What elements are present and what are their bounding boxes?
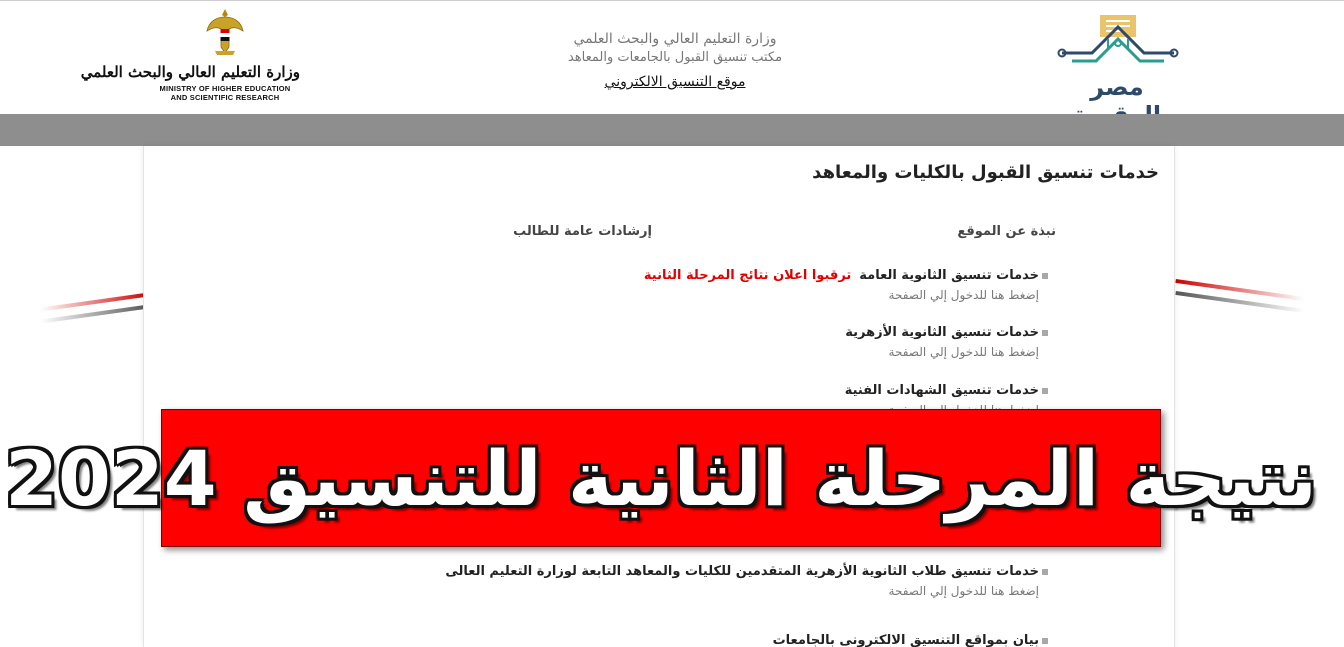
ministry-name-english [150,84,300,102]
service-label[interactable]: خدمات تنسيق طلاب الثانوية الأزهرية المتقدمين للكليات والمعاهد التابعة لوزارة التعليم العالى [445,564,1039,579]
service-label[interactable]: خدمات تنسيق الشهادات الفنية [844,383,1039,398]
digital-egypt-logo-icon [1052,9,1192,73]
bullet-icon [1042,388,1048,394]
services-panel [143,146,1175,647]
service-label[interactable]: خدمات تنسيق الثانوية العامة [859,268,1039,283]
nav-bar [0,114,1344,146]
site-header [0,0,1344,114]
header-office-title: مكتب تنسيق القبول بالجامعات والمعاهد [567,50,783,65]
bullet-icon [1042,569,1048,575]
service-row [644,267,1039,285]
results-banner [5,409,1317,547]
ministry-name-arabic: وزارة التعليم العالي والبحث العلمي [80,63,300,81]
panel-title: خدمات تنسيق القبول بالكليات والمعاهد [812,162,1159,183]
ministry-logo[interactable] [80,7,300,113]
tab-about-site[interactable]: نبذة عن الموقع [957,224,1056,239]
eagle-emblem-icon [205,7,245,57]
bullet-icon [1042,330,1048,336]
header-ministry-title: وزارة التعليم العالي والبحث العلمي [573,31,777,47]
banner-text: نتيجة المرحلة الثانية للتنسيق 2024 [5,433,1317,523]
list-item [773,632,1039,647]
header-titles [540,29,810,97]
service-label[interactable]: خدمات تنسيق الثانوية الأزهرية [845,325,1039,340]
bullet-icon [1042,638,1048,644]
tab-student-guidance[interactable]: إرشادات عامة للطالب [513,224,652,239]
service-link[interactable]: إضغط هنا للدخول إلي الصفحة [888,584,1039,598]
header-site-link[interactable]: موقع التنسيق الالكتروني [604,74,746,90]
service-note: ترقبوا اعلان نتائج المرحلة الثانية [643,268,852,283]
digital-egypt-logo-text: مصر [1090,73,1144,101]
list-item [445,563,1039,601]
bullet-icon [1042,273,1048,279]
ministry-en-line2: AND SCIENTIFIC RESEARCH [170,93,280,102]
list-item [644,267,1039,305]
list-item [845,324,1039,362]
digital-egypt-logo[interactable] [1052,9,1192,109]
service-link[interactable]: إضغط هنا للدخول إلي الصفحة [888,345,1039,359]
service-label[interactable]: بيان بمواقع التنسيق الالكترونى بالجامعات [772,633,1039,647]
ministry-en-line1: MINISTRY OF HIGHER EDUCATION [159,84,291,93]
service-link[interactable]: إضغط هنا للدخول إلي الصفحة [888,288,1039,302]
